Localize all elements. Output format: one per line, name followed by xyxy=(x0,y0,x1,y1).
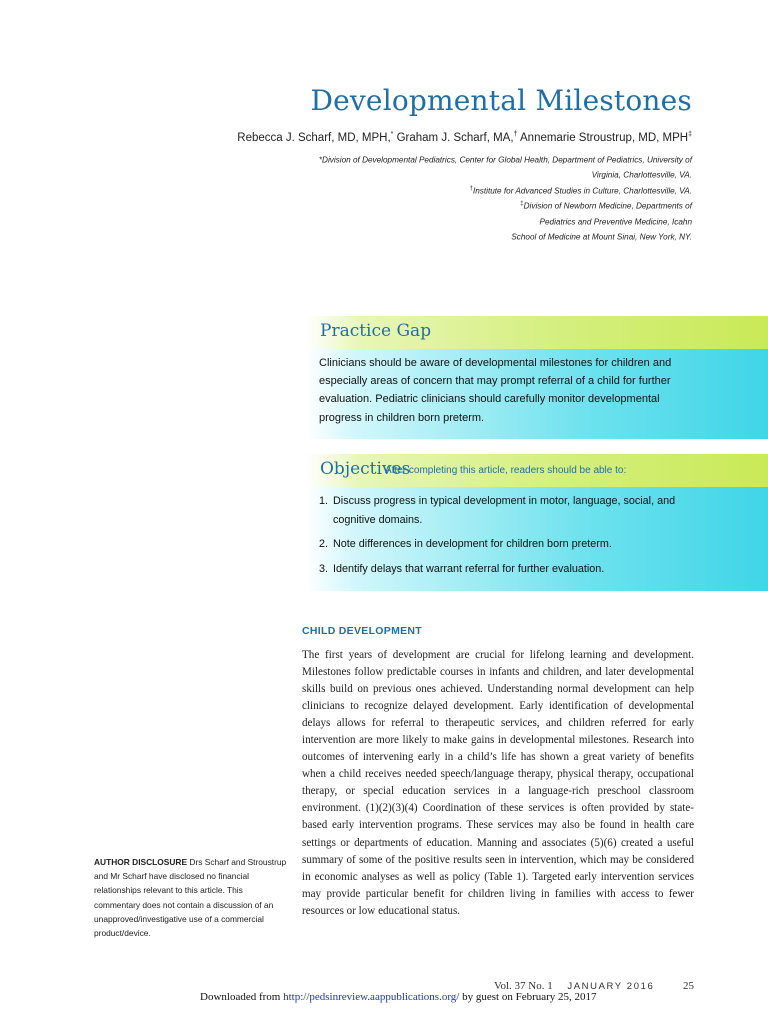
disclosure-label: AUTHOR DISCLOSURE xyxy=(94,857,188,867)
affiliation-line: †Institute for Advanced Studies in Culture, Charlottesville, VA. xyxy=(469,185,692,196)
section-heading: CHILD DEVELOPMENT xyxy=(302,625,423,637)
affiliation-line: *Division of Developmental Pediatrics, Center for Global Health, Department of Pediatrics, University of xyxy=(318,155,692,165)
affiliation-line: School of Medicine at Mount Sinai, New York, NY. xyxy=(511,232,692,242)
objectives-box xyxy=(306,454,768,591)
affiliation-line: Pediatrics and Preventive Medicine, Icahn xyxy=(539,217,692,227)
objectives-subtitle: After completing this article, readers should be able to: xyxy=(385,465,627,476)
objective-number: 1. xyxy=(319,495,329,507)
objective-item xyxy=(319,560,704,579)
download-prefix: Downloaded from xyxy=(200,991,284,1003)
disclosure-text: Drs Scharf and Stroustrup and Mr Scharf have disclosed no financial relationships relevant to this article. This commentary does not contain a discussion of an unapproved/investigative use of a commercial product/device. xyxy=(94,857,287,939)
download-link[interactable]: http://pedsinreview.aappublications.org/ xyxy=(283,991,460,1003)
issue-date: JANUARY 2016 xyxy=(567,981,655,992)
download-suffix: by guest on February 25, 2017 xyxy=(459,991,597,1003)
objective-text: Identify delays that warrant referral for further evaluation. xyxy=(333,562,605,575)
author-name: Graham J. Scharf, MA, xyxy=(396,131,514,144)
author-disclosure xyxy=(94,855,289,940)
author-name: Rebecca J. Scharf, MD, MPH, xyxy=(237,131,391,144)
body-paragraph: The first years of development are crucial for lifelong learning and development. Milestones follow predictable courses in infants and children, and later developmental skills build on previous ones achieved. Understanding normal development can help clinicians to recognize delayed development. Early identification of developmental delays allows for referral to therapeutic services, and children referred for early intervention are more likely to make gains in developmental milestones. Research into outcomes of intervening early in a child’s life has shown a great variety of benefits when a child receives needed speech/language therapy, physical therapy, occupational therapy, or special education services in a language-rich preschool classroom environment. (1)(2)(3)(4) Coordination of these services is often provided by state-based early intervention programs. These services may also be found in health care settings or departments of education. Manning and associates (5)(6) created a useful summary of some of the positive results seen in intervention, which may be considered in economic analyses as well as policy (Table 1). Targeted early intervention services may provide particular benefit for children living in families with access to fewer resources or low educational status. xyxy=(302,649,694,917)
objectives-title: Objectives xyxy=(320,459,411,479)
article-title: Developmental Milestones xyxy=(310,84,692,117)
author-line xyxy=(237,131,692,144)
author-mark: † xyxy=(513,131,518,138)
author-mark: * xyxy=(390,131,394,138)
objective-item xyxy=(319,492,704,529)
author-name: Annemarie Stroustrup, MD, MPH xyxy=(520,131,689,144)
volume-info: Vol. 37 No. 1 xyxy=(493,980,553,992)
objective-number: 3. xyxy=(319,562,329,575)
objective-item xyxy=(319,535,704,554)
practice-gap-title: Practice Gap xyxy=(320,321,432,341)
practice-gap-box xyxy=(306,316,768,439)
objective-text: Discuss progress in typical development in motor, language, social, and cognitive domains. xyxy=(333,495,676,526)
affiliations xyxy=(252,152,692,245)
practice-gap-text: Clinicians should be aware of developmental milestones for children and especially areas of concern that may prompt referral of a child for further evaluation. Pediatric clinicians should carefully monitor developmental progress in children born preterm. xyxy=(319,357,672,424)
practice-gap-header xyxy=(306,316,768,349)
objectives-list xyxy=(319,492,704,584)
objective-number: 2. xyxy=(319,538,329,550)
affiliation-line: Virginia, Charlottesville, VA. xyxy=(591,171,692,181)
objective-text: Note differences in development for children born preterm. xyxy=(333,538,612,550)
page-number: 25 xyxy=(683,980,694,992)
objectives-header xyxy=(306,454,768,487)
download-notice xyxy=(200,991,597,1003)
author-mark: ‡ xyxy=(688,131,692,138)
affiliation-line: ‡Division of Newborn Medicine, Departments of xyxy=(520,201,692,212)
